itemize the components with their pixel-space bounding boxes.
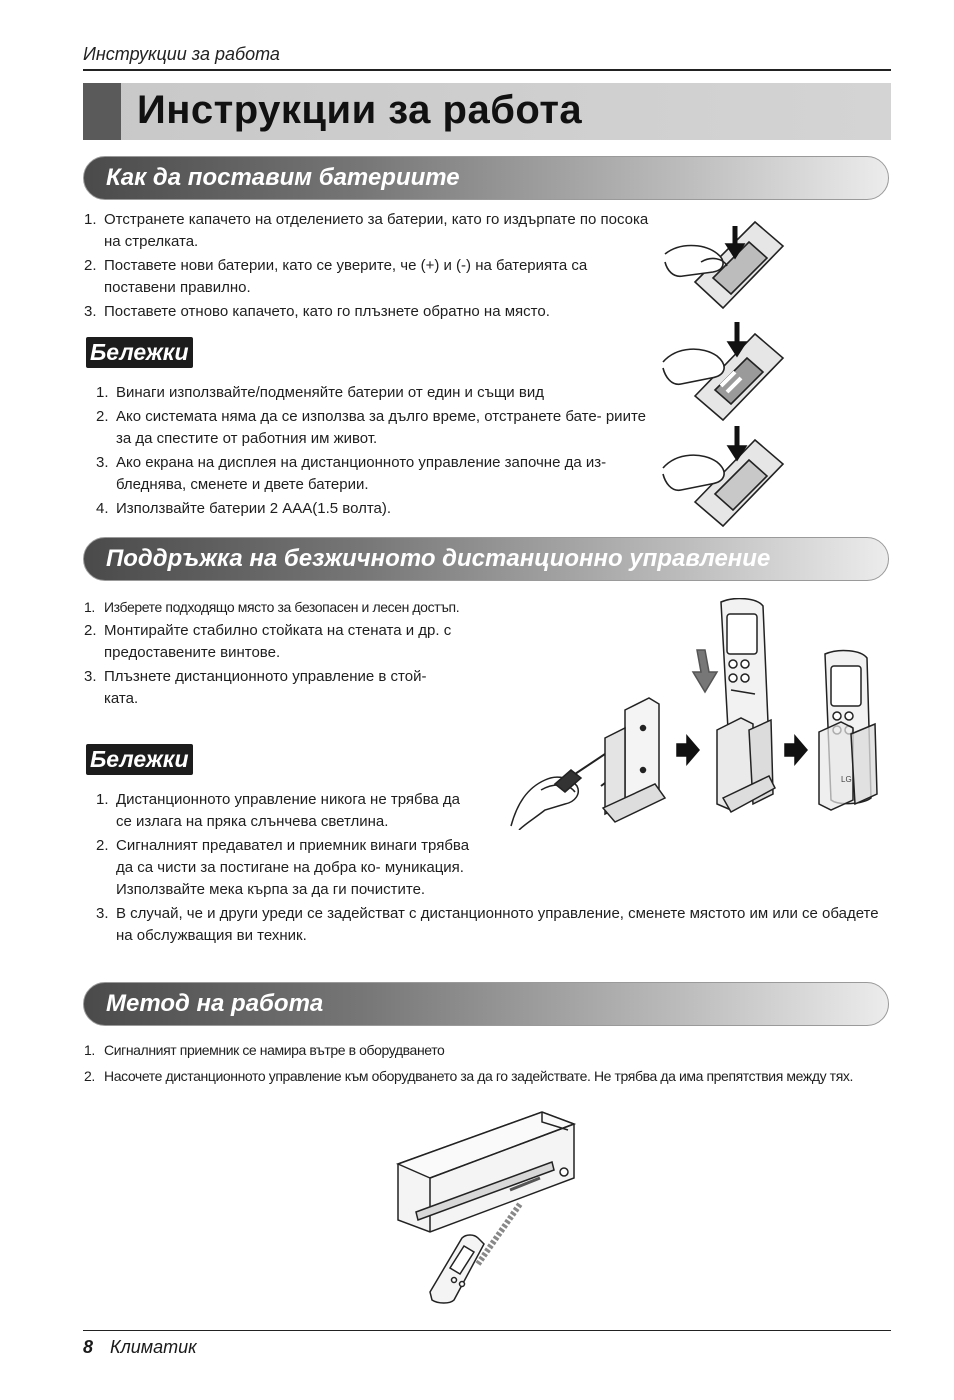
notes-badge: Бележки <box>86 744 193 775</box>
operation-steps-list <box>84 1038 874 1090</box>
remote-sliding-illustration <box>693 599 775 812</box>
notes-heading-1 <box>86 339 193 365</box>
battery-step-1-illustration <box>665 222 783 308</box>
remote-logo-2: LG <box>841 775 852 784</box>
list-item: 2. Поставете нови батерии, като се уверите, че (+) и (-) на батерията са поставени правилно. <box>84 257 588 296</box>
section-title-batteries: Как да поставим батериите <box>106 164 460 191</box>
list-item: 3. В случай, че и други уреди се задействат с дистанционното управление, сменете мястото им или се обадете на обслужващия ви техник. <box>96 905 879 944</box>
battery-step-2-illustration <box>663 322 783 420</box>
section-header-maintenance <box>83 537 889 581</box>
page-number: 8 <box>83 1337 94 1357</box>
notes-heading-2 <box>86 746 193 772</box>
remote-holder-icon <box>505 598 890 830</box>
notes-badge: Бележки <box>86 337 193 368</box>
section-title-maintenance: Поддръжка на безжичното дистанционно управление <box>106 545 771 572</box>
list-item: 3. Плъзнете дистанционното управление в стой- ката. <box>84 668 427 707</box>
footer-title: Климатик <box>110 1337 197 1357</box>
maintenance-steps-list <box>84 596 462 712</box>
section-header-operation <box>83 982 889 1026</box>
main-title-accent <box>83 83 121 140</box>
section-header-batteries <box>83 156 889 200</box>
remote-in-holder-illustration <box>819 651 877 810</box>
list-item: 2. Монтирайте стабилно стойката на стената и др. с предоставените винтове. <box>84 622 452 661</box>
list-item: 1. Дистанционното управление никога не трябва да се излага на пряка слънчева светлина. <box>96 791 461 830</box>
page-title: Инструкции за работа <box>137 88 583 132</box>
list-item: 2. Сигналният предавател и приемник винаги трябва да са чисти за постигане на добра ко- муникация. Използвайте мека кърпа за да ги почистите. <box>96 837 470 898</box>
section-title-operation: Метод на работа <box>106 990 324 1017</box>
list-item: 1. Изберете подходящо място за безопасен и лесен достъп. <box>84 599 460 615</box>
battery-steps-list <box>84 209 656 325</box>
list-item: 4. Използвайте батерии 2 AAA(1.5 волта). <box>96 500 392 517</box>
list-item: 3. Ако екрана на дисплея на дистанционното управление започне да из- бледнява, сменете и двете батерии. <box>96 454 607 493</box>
battery-step-3-illustration <box>663 426 783 526</box>
running-header: Инструкции за работа <box>83 44 280 64</box>
list-item: 1. Сигналният приемник се намира вътре в оборудването <box>84 1042 445 1058</box>
list-item: 2. Ако системата няма да се използва за дълго време, отстранете бате- риите за да спестите от работния им живот. <box>96 408 646 447</box>
list-item: 3. Поставете отново капачето, като го плъзнете обратно на място. <box>84 303 550 320</box>
header-rule <box>83 69 891 71</box>
footer-rule <box>83 1330 891 1331</box>
wall-holder-illustration <box>603 698 665 822</box>
list-item: 1. Винаги използвайте/подменяйте батерии от един и същи вид <box>96 384 544 401</box>
battery-notes-list <box>96 382 656 522</box>
list-item: 1. Отстранете капачето на отделението за батерии, като го издърпате по посока на стрелката. <box>84 211 649 250</box>
air-conditioner-remote-icon <box>392 1108 582 1306</box>
list-item: 2. Насочете дистанционното управление към оборудването за да го задействате. Не трябва да има препятствия между тях. <box>84 1068 853 1084</box>
hand-remote-battery-icon <box>655 212 795 528</box>
